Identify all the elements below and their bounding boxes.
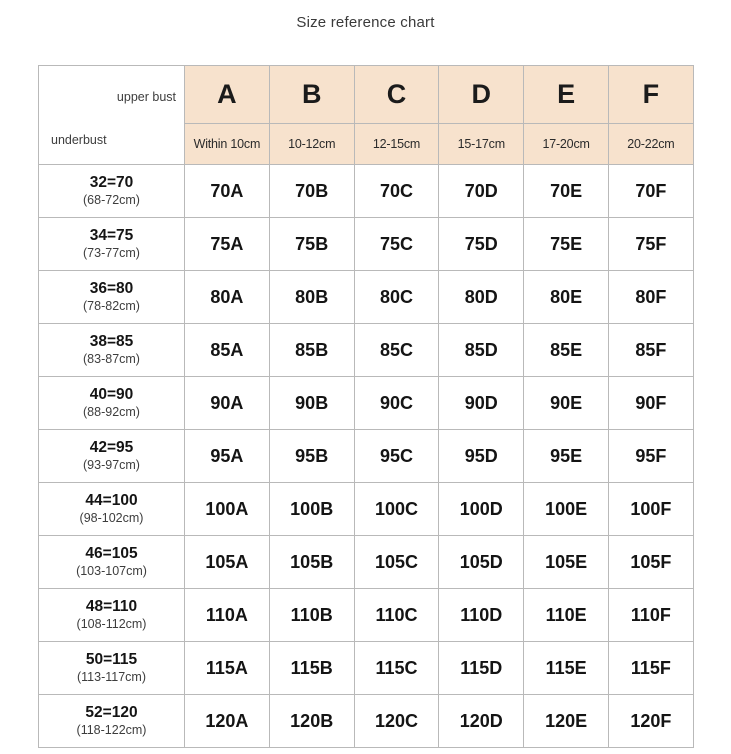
row-header	[39, 695, 185, 748]
table-cell: 120B	[269, 695, 354, 748]
table-cell: 105B	[269, 536, 354, 589]
row-header-sub: (103-107cm)	[76, 564, 147, 579]
column-header-range: Within 10cm	[185, 124, 270, 165]
table-cell: 70E	[524, 165, 609, 218]
table-row	[39, 642, 694, 695]
table-cell: 80B	[269, 271, 354, 324]
table-cell: 115C	[354, 642, 439, 695]
table-cell: 110C	[354, 589, 439, 642]
row-header	[39, 271, 185, 324]
table-cell: 85B	[269, 324, 354, 377]
row-header-main: 44=100	[85, 492, 138, 509]
table-cell: 95F	[608, 430, 693, 483]
column-header-range: 20-22cm	[608, 124, 693, 165]
row-header-sub: (93-97cm)	[83, 458, 140, 473]
table-cell: 85A	[185, 324, 270, 377]
table-cell: 100E	[524, 483, 609, 536]
table-cell: 90F	[608, 377, 693, 430]
table-cell: 105A	[185, 536, 270, 589]
table-cell: 110A	[185, 589, 270, 642]
upper-bust-label: upper bust	[116, 90, 176, 104]
table-cell: 85F	[608, 324, 693, 377]
table-cell: 80F	[608, 271, 693, 324]
row-header-main: 32=70	[89, 174, 134, 191]
table-row	[39, 589, 694, 642]
row-header-main: 42=95	[89, 439, 134, 456]
table-row	[39, 324, 694, 377]
row-header-sub: (88-92cm)	[83, 405, 140, 420]
table-cell: 115B	[269, 642, 354, 695]
table-cell: 75F	[608, 218, 693, 271]
table-cell: 115E	[524, 642, 609, 695]
row-header-main: 50=115	[85, 651, 138, 668]
table-cell: 100A	[185, 483, 270, 536]
column-header-cup: E	[524, 66, 609, 124]
table-cell: 95E	[524, 430, 609, 483]
table-cell: 100F	[608, 483, 693, 536]
table-cell: 120C	[354, 695, 439, 748]
table-cell: 110B	[269, 589, 354, 642]
table-cell: 70A	[185, 165, 270, 218]
table-cell: 90C	[354, 377, 439, 430]
row-header-sub: (108-112cm)	[76, 617, 147, 632]
row-header-sub: (113-117cm)	[76, 670, 146, 685]
table-row	[39, 165, 694, 218]
table-row	[39, 483, 694, 536]
column-header-cup: F	[608, 66, 693, 124]
row-header-sub: (73-77cm)	[83, 246, 140, 261]
table-cell: 100C	[354, 483, 439, 536]
table-cell: 80D	[439, 271, 524, 324]
row-header-main: 38=85	[89, 333, 134, 350]
table-cell: 95D	[439, 430, 524, 483]
table-cell: 90E	[524, 377, 609, 430]
table-cell: 90B	[269, 377, 354, 430]
row-header-main: 52=120	[85, 704, 138, 721]
table-header	[39, 66, 694, 165]
table-cell: 70D	[439, 165, 524, 218]
axis-corner-cell	[39, 66, 185, 165]
table-cell: 75C	[354, 218, 439, 271]
row-header	[39, 642, 185, 695]
table-cell: 115D	[439, 642, 524, 695]
table-cell: 115A	[185, 642, 270, 695]
table-row	[39, 430, 694, 483]
table-cell: 110F	[608, 589, 693, 642]
table-cell: 120A	[185, 695, 270, 748]
table-cell: 95B	[269, 430, 354, 483]
table-cell: 105D	[439, 536, 524, 589]
row-header	[39, 165, 185, 218]
table-cell: 85C	[354, 324, 439, 377]
row-header	[39, 589, 185, 642]
column-header-cup: D	[439, 66, 524, 124]
row-header-sub: (83-87cm)	[83, 352, 140, 367]
row-header-sub: (68-72cm)	[83, 193, 140, 208]
table-row	[39, 377, 694, 430]
table-cell: 105C	[354, 536, 439, 589]
table-cell: 100B	[269, 483, 354, 536]
column-header-range: 15-17cm	[439, 124, 524, 165]
row-header-main: 46=105	[85, 545, 138, 562]
table-cell: 120F	[608, 695, 693, 748]
row-header-main: 36=80	[89, 280, 134, 297]
row-header-sub: (98-102cm)	[79, 511, 144, 526]
table-cell: 120D	[439, 695, 524, 748]
table-cell: 95A	[185, 430, 270, 483]
table-cell: 75E	[524, 218, 609, 271]
column-header-cup: C	[354, 66, 439, 124]
row-header	[39, 218, 185, 271]
table-cell: 70F	[608, 165, 693, 218]
row-header	[39, 430, 185, 483]
table-cell: 70B	[269, 165, 354, 218]
table-cell: 105F	[608, 536, 693, 589]
table-cell: 90D	[439, 377, 524, 430]
table-cell: 110D	[439, 589, 524, 642]
page-title: Size reference chart	[296, 14, 435, 31]
table-row	[39, 695, 694, 748]
size-reference-table	[38, 65, 694, 748]
table-cell: 100D	[439, 483, 524, 536]
column-header-cup: B	[269, 66, 354, 124]
row-header	[39, 324, 185, 377]
row-header	[39, 483, 185, 536]
table-cell: 85D	[439, 324, 524, 377]
column-header-range: 12-15cm	[354, 124, 439, 165]
size-table-container	[38, 65, 693, 748]
table-cell: 120E	[524, 695, 609, 748]
table-cell: 95C	[354, 430, 439, 483]
table-cell: 115F	[608, 642, 693, 695]
row-header-main: 40=90	[89, 386, 134, 403]
column-header-range: 17-20cm	[524, 124, 609, 165]
table-cell: 75A	[185, 218, 270, 271]
table-cell: 85E	[524, 324, 609, 377]
table-cell: 75D	[439, 218, 524, 271]
table-cell: 70C	[354, 165, 439, 218]
table-row	[39, 218, 694, 271]
row-header-main: 34=75	[89, 227, 134, 244]
column-header-range: 10-12cm	[269, 124, 354, 165]
column-header-cup: A	[185, 66, 270, 124]
table-cell: 80C	[354, 271, 439, 324]
table-header-row-cups	[39, 66, 694, 124]
table-row	[39, 536, 694, 589]
table-row	[39, 271, 694, 324]
table-cell: 105E	[524, 536, 609, 589]
row-header	[39, 536, 185, 589]
row-header-main: 48=110	[85, 598, 138, 615]
row-header	[39, 377, 185, 430]
table-body	[39, 165, 694, 748]
underbust-label: underbust	[51, 133, 107, 147]
table-cell: 90A	[185, 377, 270, 430]
row-header-sub: (118-122cm)	[76, 723, 147, 738]
table-cell: 110E	[524, 589, 609, 642]
table-cell: 80E	[524, 271, 609, 324]
row-header-sub: (78-82cm)	[83, 299, 140, 314]
table-cell: 80A	[185, 271, 270, 324]
table-cell: 75B	[269, 218, 354, 271]
